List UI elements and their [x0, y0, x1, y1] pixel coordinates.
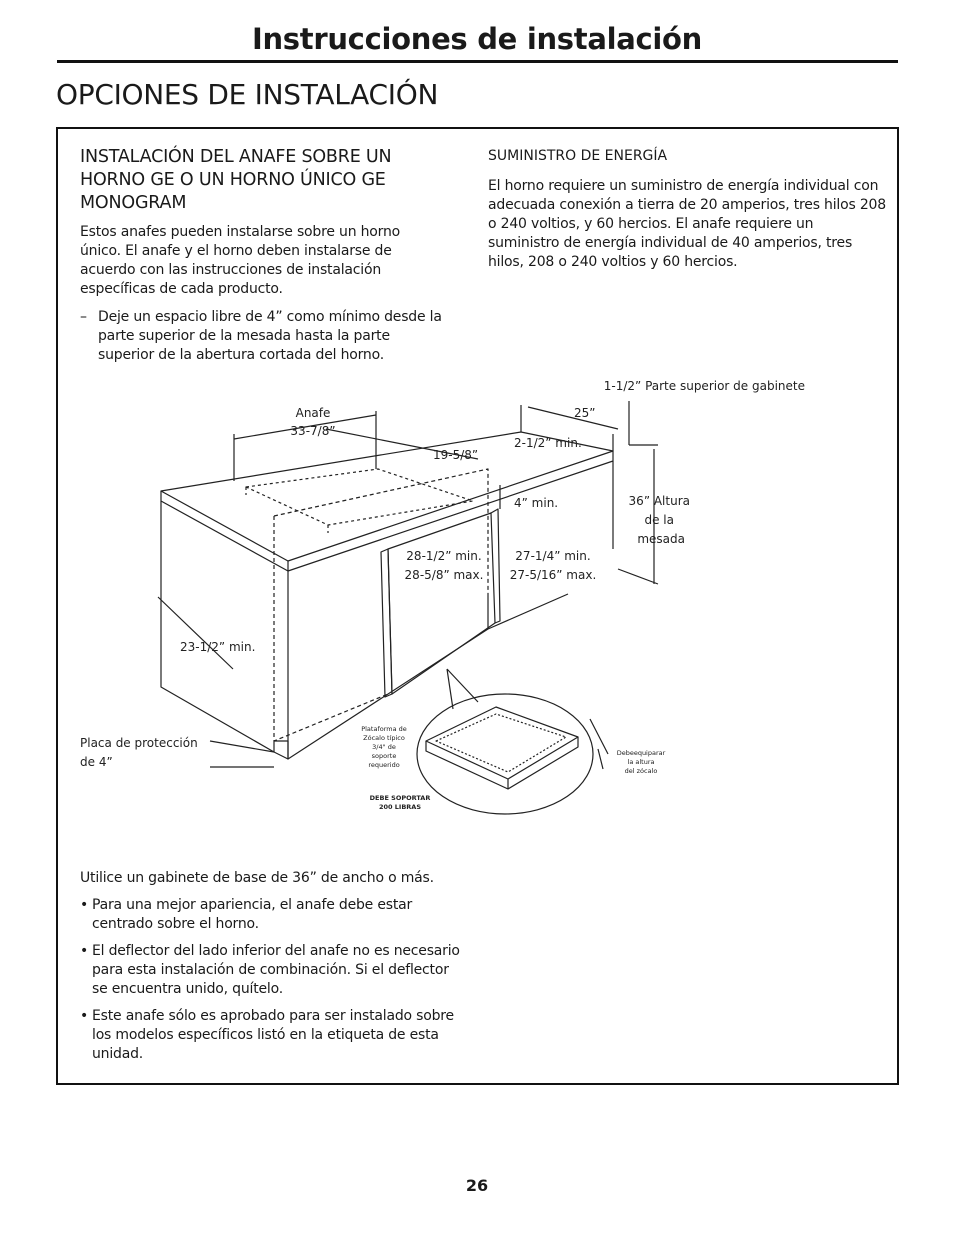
label-19-5-8: 19-5/8”: [433, 448, 479, 462]
label-plate-1: Placa de protección: [80, 736, 198, 750]
label-width-max: 28-5/8” max.: [404, 568, 484, 582]
left-column-heading: INSTALACIÓN DEL ANAFE SOBRE UN HORNO GE O UN HORNO ÚNICO GE MONOGRAM: [80, 147, 392, 213]
magnifier-pointer: [447, 669, 478, 709]
label-25: 25”: [574, 406, 596, 420]
bullet-text: El deflector del lado inferior del anafe no es necesario para esta instalación de combinación. Si el deflector se encuentra unido, quítelo.: [92, 943, 460, 997]
label-top-cabinet: 1-1/2” Parte superior de gabinete: [603, 379, 805, 393]
page-header-title: Instrucciones de instalación: [251, 22, 703, 56]
installation-diagram: [58, 129, 897, 849]
list-item: [80, 1007, 460, 1064]
toe-kick: [274, 741, 288, 759]
countertop-front-edge: [161, 491, 288, 571]
platform-sides: [426, 737, 578, 789]
content-box: [56, 127, 899, 1085]
label-platform-3: 3/4" de: [372, 743, 396, 751]
cutout-depth: [246, 487, 328, 533]
label-platform-5: requerido: [368, 761, 400, 769]
list-item: [80, 942, 460, 999]
dim-top-cabinet: [629, 401, 658, 445]
label-support-2: 200 LIBRAS: [378, 803, 422, 811]
dash-marker: –: [80, 309, 87, 325]
bullet-text: Este anafe sólo es aprobado para ser instalado sobre los modelos específicos listó en la etiqueta de esta unidad.: [92, 1008, 454, 1062]
hidden-line-left: [274, 516, 388, 741]
label-support-1: DEBE SOPORTAR: [369, 794, 431, 802]
label-height-3: mesada: [637, 532, 685, 546]
bullet-marker: •: [80, 897, 89, 913]
label-anafe-2: 33-7/8”: [290, 424, 336, 438]
label-height-max: 27-5/16” max.: [509, 568, 597, 582]
label-height-2: de la: [644, 513, 674, 527]
label-equip-2: la altura: [627, 758, 655, 766]
section-title: OPCIONES DE INSTALACIÓN: [56, 78, 439, 111]
label-plate-2: de 4”: [80, 755, 113, 769]
left-column-intro: Estos anafes pueden instalarse sobre un horno único. El anafe y el horno deben instalarse de acuerdo con las instrucciones de instalación específicas de cada producto.: [80, 224, 401, 297]
platform-inner: [436, 714, 566, 772]
power-supply-body: El horno requiere un suministro de energía individual con adecuada conexión a tierra de 20 amperios, tres hilos 208 o 240 voltios, y 60 hercios. El anafe requiere un suministro de energía individual de 40 amperios, tres hilos, 208 o 240 voltios y 60 hercios.: [488, 178, 886, 270]
label-anafe-1: Anafe: [295, 406, 331, 420]
label-height-1: 36” Altura: [628, 494, 690, 508]
cabinet-left-side: [161, 501, 274, 752]
label-equip-3: del zócalo: [624, 767, 658, 775]
oven-opening-edge: [381, 549, 392, 697]
cabinet-width-note: Utilice un gabinete de base de 36” de ancho o más.: [80, 870, 434, 886]
power-supply-heading: SUMINISTRO DE ENERGÍA: [488, 148, 668, 164]
bullet-text: Para una mejor apariencia, el anafe debe estar centrado sobre el horno.: [92, 897, 413, 932]
label-platform-2: Zócalo típico: [363, 734, 405, 742]
plate-leader: [210, 741, 274, 767]
bullet-marker: •: [80, 943, 89, 959]
label-platform-4: soporte: [371, 752, 397, 760]
dash-item-text: Deje un espacio libre de 4” como mínimo desde la parte superior de la mesada hasta la parte superior de la abertura cortada del horno.: [98, 309, 442, 363]
label-height-min: 27-1/4” min.: [515, 549, 591, 563]
label-platform-1: Plataforma de: [361, 725, 407, 733]
oven-opening: [388, 513, 495, 694]
bullet-marker: •: [80, 1008, 89, 1024]
platform-top: [426, 707, 578, 779]
dim-23-1-2-line: [158, 597, 233, 669]
page-number: 26: [465, 1176, 489, 1195]
label-equip-1: Debeequiparar: [616, 749, 666, 757]
label-23-1-2-min: 23-1/2” min.: [180, 640, 256, 654]
bullet-list: [80, 896, 460, 1072]
label-width-min: 28-1/2” min.: [406, 549, 482, 563]
label-4-min: 4” min.: [514, 496, 559, 510]
list-item: [80, 896, 460, 934]
header-rule: [57, 60, 898, 63]
dim-25-line: [528, 407, 618, 429]
label-2-1-2-min: 2-1/2” min.: [514, 436, 582, 450]
